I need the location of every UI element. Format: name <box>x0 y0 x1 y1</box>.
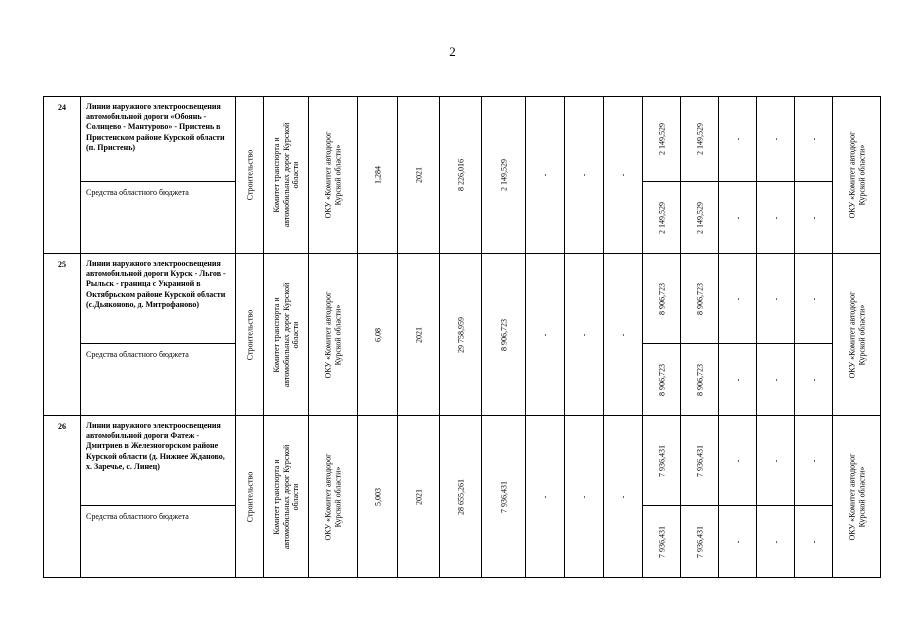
amount: 8 906,723 <box>694 363 704 396</box>
amount: 7 936,431 <box>656 525 666 558</box>
object-name: Линии наружного электроосвещения автомобильной дороги «Обоянь - Солнцево - Мантурово» - Пристень в Пристенском районе Курской области (п. Пристень) <box>81 97 236 182</box>
projects-table <box>43 96 881 578</box>
amount-cell <box>681 97 719 182</box>
dash-cell <box>757 254 795 344</box>
dash-value: - <box>579 173 589 177</box>
executor: ОКУ «Комитет автодорог Курской области» <box>847 453 866 540</box>
dash-cell <box>565 416 604 578</box>
work-type: Строительство <box>244 309 254 360</box>
table-row <box>44 254 881 344</box>
responsible-org-cell <box>264 97 309 254</box>
table-row <box>44 416 881 506</box>
dash-value: - <box>732 378 742 381</box>
dash-value: - <box>579 495 589 498</box>
dash-value: - <box>732 137 742 141</box>
funding-source: Средства областного бюджета <box>81 182 236 254</box>
dash-value: - <box>732 540 742 543</box>
table-row <box>44 97 881 182</box>
responsible-org: Комитет транспорта и автомобильных дорог Курской области <box>271 444 300 549</box>
row-number: 26 <box>44 416 81 578</box>
work-type-cell <box>236 416 264 578</box>
dash-cell <box>757 97 795 182</box>
dash-value: - <box>808 540 818 543</box>
amount-cell <box>643 416 681 506</box>
dash-cell <box>795 97 833 182</box>
dash-value: - <box>540 495 550 498</box>
dash-value: - <box>808 378 818 381</box>
dash-cell <box>795 416 833 506</box>
amount: 2 149,529 <box>656 201 666 234</box>
customer: ОКУ «Комитет автодорог Курской области» <box>323 291 342 378</box>
amount: 2 149,529 <box>694 201 704 234</box>
dash-value: - <box>618 173 628 177</box>
dash-value: - <box>770 378 780 381</box>
object-name: Линии наружного электроосвещения автомобильной дороги Курск - Льгов - Рыльск - граница с Украиной в Октябрьском районе Курской области (с.Дьяконово, д. Митрофаново) <box>81 254 236 344</box>
year-cell <box>398 97 440 254</box>
responsible-org-cell <box>264 416 309 578</box>
dash-cell <box>526 416 565 578</box>
dash-value: - <box>770 540 780 543</box>
dash-cell <box>719 182 757 254</box>
page-number: 2 <box>449 44 456 59</box>
dash-cell <box>795 506 833 578</box>
dash-value: - <box>770 216 780 219</box>
funding-source: Средства областного бюджета <box>81 506 236 578</box>
value: 2 149,529 <box>498 159 508 191</box>
total-cost: 29 758,959 <box>455 316 465 353</box>
executor-cell <box>833 97 881 254</box>
amount: 8 906,723 <box>656 363 666 396</box>
dash-value: - <box>618 495 628 498</box>
amount: 8 906,723 <box>694 282 704 315</box>
customer: ОКУ «Комитет автодорог Курской области» <box>323 131 342 219</box>
responsible-org: Комитет транспорта и автомобильных дорог Курской области <box>271 122 300 228</box>
customer: ОКУ «Комитет автодорог Курской области» <box>323 453 342 540</box>
amount: 7 936,431 <box>694 444 704 477</box>
customer-cell <box>309 97 358 254</box>
total-cost-cell <box>440 416 482 578</box>
dash-value: - <box>770 459 780 462</box>
responsible-org: Комитет транспорта и автомобильных дорог Курской области <box>271 282 300 387</box>
amount-cell <box>643 344 681 416</box>
object-name: Линии наружного электроосвещения автомобильной дороги Фатеж - Дмитриев в Железногорском районе Курской области (д. Нижнее Жданово, х. Заречье, с. Линец) <box>81 416 236 506</box>
value: 8 906,723 <box>498 318 508 351</box>
dash-cell <box>757 416 795 506</box>
amount: 7 936,431 <box>656 444 666 477</box>
dash-value: - <box>540 333 550 336</box>
dash-cell <box>526 97 565 254</box>
dash-cell <box>526 254 565 416</box>
work-type: Строительство <box>244 149 254 201</box>
dash-cell <box>604 254 643 416</box>
year: 2021 <box>413 167 423 183</box>
dash-cell <box>565 97 604 254</box>
executor-cell <box>833 254 881 416</box>
dash-value: - <box>808 216 818 219</box>
capacity: 1,284 <box>372 166 382 184</box>
amount-cell <box>643 254 681 344</box>
year-cell <box>398 416 440 578</box>
row-number: 24 <box>44 97 81 254</box>
dash-cell <box>795 182 833 254</box>
executor: ОКУ «Комитет автодорог Курской области» <box>847 291 866 378</box>
work-type-cell <box>236 254 264 416</box>
dash-value: - <box>540 173 550 177</box>
dash-value: - <box>732 459 742 462</box>
total-cost: 28 655,261 <box>455 478 465 515</box>
total-cost: 8 226,016 <box>455 159 465 191</box>
total-cost-cell <box>440 97 482 254</box>
dash-value: - <box>579 333 589 336</box>
dash-value: - <box>732 297 742 300</box>
dash-cell <box>795 254 833 344</box>
amount-cell <box>681 182 719 254</box>
capacity-cell <box>358 254 398 416</box>
dash-value: - <box>808 137 818 141</box>
dash-cell <box>719 254 757 344</box>
amount: 8 906,723 <box>656 282 666 315</box>
row-number: 25 <box>44 254 81 416</box>
dash-cell <box>604 416 643 578</box>
amount: 2 149,529 <box>656 123 666 155</box>
amount-cell <box>643 97 681 182</box>
dash-cell <box>719 416 757 506</box>
capacity: 5,003 <box>372 487 382 506</box>
capacity-cell <box>358 97 398 254</box>
work-type: Строительство <box>244 471 254 522</box>
amount-cell <box>643 182 681 254</box>
amount: 2 149,529 <box>694 123 704 155</box>
value-cell <box>482 416 526 578</box>
executor-cell <box>833 416 881 578</box>
dash-cell <box>757 182 795 254</box>
amount: 7 936,431 <box>694 525 704 558</box>
value: 7 936,431 <box>498 480 508 513</box>
dash-value: - <box>618 333 628 336</box>
dash-cell <box>719 97 757 182</box>
dash-value: - <box>808 459 818 462</box>
total-cost-cell <box>440 254 482 416</box>
value-cell <box>482 97 526 254</box>
dash-cell <box>604 97 643 254</box>
year: 2021 <box>413 488 423 505</box>
responsible-org-cell <box>264 254 309 416</box>
amount-cell <box>681 344 719 416</box>
dash-value: - <box>770 297 780 300</box>
dash-cell <box>719 344 757 416</box>
dash-cell <box>719 506 757 578</box>
dash-cell <box>795 344 833 416</box>
amount-cell <box>681 254 719 344</box>
dash-cell <box>757 506 795 578</box>
capacity-cell <box>358 416 398 578</box>
dash-value: - <box>732 216 742 219</box>
amount-cell <box>681 506 719 578</box>
year: 2021 <box>413 326 423 343</box>
funding-source: Средства областного бюджета <box>81 344 236 416</box>
capacity: 6,08 <box>372 327 382 342</box>
year-cell <box>398 254 440 416</box>
dash-cell <box>757 344 795 416</box>
work-type-cell <box>236 97 264 254</box>
amount-cell <box>681 416 719 506</box>
dash-value: - <box>808 297 818 300</box>
customer-cell <box>309 254 358 416</box>
customer-cell <box>309 416 358 578</box>
value-cell <box>482 254 526 416</box>
executor: ОКУ «Комитет автодорог Курской области» <box>847 131 866 219</box>
dash-cell <box>565 254 604 416</box>
dash-value: - <box>770 137 780 141</box>
amount-cell <box>643 506 681 578</box>
